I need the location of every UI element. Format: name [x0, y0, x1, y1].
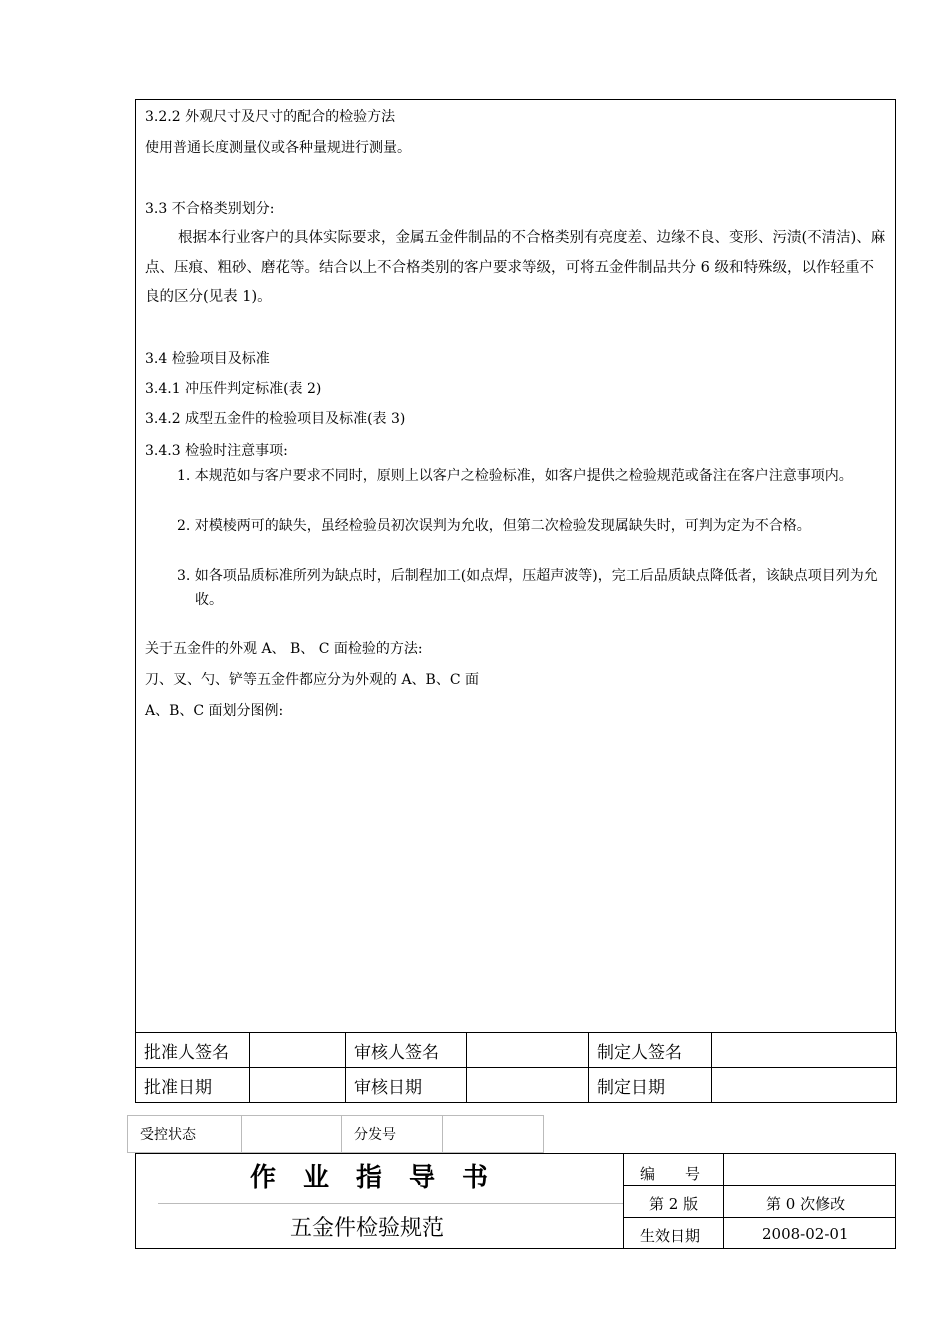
abc-figure-caption: A、B、C 面划分图例: [145, 703, 284, 719]
control-table [127, 1115, 544, 1153]
note-item-2: 2. 对模棱两可的缺失，虽经检验员初次误判为允收，但第二次检验发现属缺失时，可判为定为不合格。 [177, 518, 811, 534]
approver-sign-label: 批准人签名 [136, 1033, 250, 1068]
code-value[interactable] [734, 1163, 884, 1181]
approve-date-label: 批准日期 [136, 1068, 250, 1103]
footer-subtitle: 五金件检验规范 [290, 1216, 445, 1241]
maker-sign-label: 制定人签名 [589, 1033, 712, 1068]
review-date-field[interactable] [467, 1068, 589, 1103]
footer-vertical-line [723, 1153, 724, 1249]
code-label: 编 号 [640, 1165, 701, 1183]
signature-table [135, 1032, 897, 1103]
effective-date-value: 2008-02-01 [762, 1225, 849, 1243]
distribution-number-label: 分发号 [342, 1116, 443, 1153]
reviewer-sign-field[interactable] [467, 1033, 589, 1068]
approver-sign-field[interactable] [250, 1033, 346, 1068]
make-date-field[interactable] [712, 1068, 897, 1103]
effective-date-label: 生效日期 [640, 1227, 701, 1245]
footer-title: 作业指导书 [250, 1163, 516, 1193]
section-3-2-2-title: 3.2.2 外观尺寸及尺寸的配合的检验方法 [145, 109, 396, 125]
section-3-2-2-text: 使用普通长度测量仪或各种量规进行测量。 [145, 140, 411, 156]
footer-horizontal-line [623, 1185, 896, 1186]
edition-label: 第 2 版 [649, 1195, 699, 1213]
section-3-4-2: 3.4.2 成型五金件的检验项目及标准(表 3) [145, 411, 406, 427]
maker-sign-field[interactable] [712, 1033, 897, 1068]
note-item-1: 1. 本规范如与客户要求不同时，原则上以客户之检验标准，如客户提供之检验规范或备注在客户注意事项内。 [177, 468, 853, 484]
section-3-4-title: 3.4 检验项目及标准 [145, 351, 270, 367]
approve-date-field[interactable] [250, 1068, 346, 1103]
distribution-number-field[interactable] [443, 1116, 544, 1153]
note-item-3: 3. 如各项品质标准所列为缺点时，后制程加工(如点焊，压超声波等)，完工后品质缺点降低者，该缺点项目列为允收。 [177, 568, 878, 608]
review-date-label: 审核日期 [346, 1068, 467, 1103]
section-3-4-1: 3.4.1 冲压件判定标准(表 2) [145, 381, 322, 397]
section-3-4-3: 3.4.3 检验时注意事项: [145, 443, 288, 459]
section-3-3-title: 3.3 不合格类别划分: [145, 201, 275, 217]
control-status-label: 受控状态 [128, 1116, 242, 1153]
section-3-3-paragraph: 根据本行业客户的具体实际要求，金属五金件制品的不合格类别有亮度差、边缘不良、变形、污渍(不清洁)、麻点、压痕、粗砂、磨花等。结合以上不合格类别的客户要求等级，可将五金件制品共分 6 级和特殊级，以作轻重不良的区分(见表 1)。 [145, 230, 886, 305]
footer-divider [158, 1203, 623, 1204]
footer-vertical-line [623, 1153, 624, 1249]
abc-title: 关于五金件的外观 A、 B、 C 面检验的方法: [145, 641, 423, 657]
reviewer-sign-label: 审核人签名 [346, 1033, 467, 1068]
footer-horizontal-line [623, 1217, 896, 1218]
control-status-field[interactable] [242, 1116, 342, 1153]
revision-label: 第 0 次修改 [766, 1195, 846, 1213]
make-date-label: 制定日期 [589, 1068, 712, 1103]
abc-text: 刀、叉、勺、铲等五金件都应分为外观的 A、B、C 面 [145, 672, 480, 688]
